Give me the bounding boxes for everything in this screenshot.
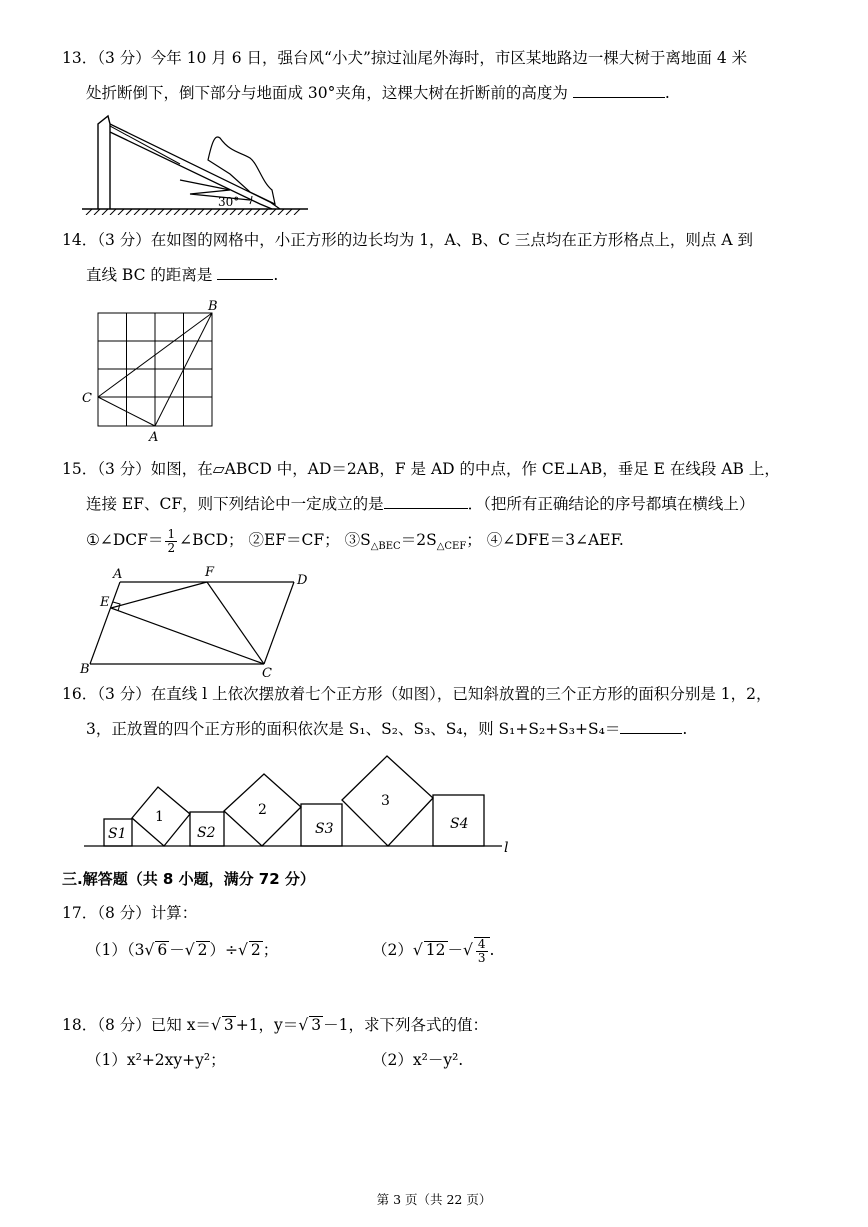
q14-end: . (273, 266, 279, 284)
q13-line2-text: 处折断倒下，倒下部分与地面成 30°夹角，这棵大树在折断前的高度为 (86, 84, 568, 102)
q15-opt3: $③S_{\triangle BEC}=2S_{\triangle CEF}$； (344, 531, 482, 553)
q16-label-2: 2 (258, 802, 267, 818)
q18-title: 18．（8 分）已知 x＝√ 3 +1，y＝√ 3 －1，求下列各式的值： (62, 1016, 488, 1034)
q15-label-e: E (100, 595, 110, 610)
q18-part1: （1）x²+2xy+y²； (86, 1051, 226, 1069)
q15-label-c: C (262, 666, 272, 680)
q17-part1: （1）（3√ 6 －√ 2 ）÷√ 2 ； (86, 941, 279, 959)
q15-opt2: ②EF＝CF； (248, 531, 340, 549)
q15-line2b: ．（把所有正确结论的序号都填在横线上） (467, 495, 755, 513)
q14-line1: 14．（3 分）在如图的网格中，小正方形的边长均为 1，A、B、C 三点均在正方形格点上，则点 A 到 (62, 231, 753, 249)
q15-opt1-frac: $\frac{1}{2}$ (167, 526, 176, 555)
q17-title: 17．（8 分）计算： (62, 904, 198, 922)
q14-label-a: A (149, 430, 159, 445)
q14-label-b: B (208, 299, 218, 314)
q16-squares-figure (82, 748, 522, 860)
section-3-heading: 三.解答题（共 8 小题，满分 72 分） (62, 870, 315, 888)
q15-line2a: 连接 EF、CF，则下列结论中一定成立的是 (86, 495, 384, 513)
q16-label-l: l (504, 840, 509, 856)
q13-answer-blank[interactable] (573, 83, 665, 98)
q14-grid-figure (78, 298, 228, 446)
q17-part2: （2）√ 12 －√ $\frac{4}{3}$ . (372, 936, 495, 965)
q14-line2 (86, 265, 278, 285)
q15-opt4: ④∠DFE＝3∠AEF. (486, 531, 624, 549)
q16-label-1: 1 (155, 809, 164, 825)
q16-label-s1: S1 (108, 826, 127, 842)
q15-line1: 15．（3 分）如图，在▱ABCD 中，AD＝2AB，F 是 AD 的中点，作 CE⊥AB，垂足 E 在线段 AB 上， (62, 460, 780, 478)
q14-answer-blank[interactable] (217, 265, 273, 280)
q16-answer-blank[interactable] (620, 719, 682, 734)
q16-label-s2: S2 (197, 825, 216, 841)
q14-line2-text: 直线 BC 的距离是 (86, 266, 213, 284)
q16-end: . (682, 720, 688, 738)
q15-label-d: D (297, 573, 308, 588)
q15-label-a: A (113, 567, 123, 582)
q15-parallelogram-figure (78, 562, 323, 680)
q16-line1: 16．（3 分）在直线 l 上依次摆放着七个正方形（如图），已知斜放置的三个正方形的面积分别是 1，2， (62, 685, 772, 703)
q15-label-b: B (80, 662, 90, 677)
q15-opt1-pre: ①∠DCF＝ (86, 531, 164, 549)
q13-end: . (664, 84, 670, 102)
q16-label-s4: S4 (450, 816, 469, 832)
q13-angle-label: 30° (218, 195, 240, 209)
q16-line2-text: 3，正放置的四个正方形的面积依次是 S₁、S₂、S₃、S₄，则 S₁+S₂+S₃+S₄＝ (86, 720, 621, 738)
q15-opt1-post: ∠BCD； (179, 531, 244, 549)
q15-label-f: F (205, 565, 215, 580)
q15-line2 (86, 494, 754, 514)
q13-line2 (86, 83, 670, 103)
q18-part2: （2）x²－y². (372, 1051, 464, 1069)
q16-line2 (86, 719, 687, 739)
q16-label-3: 3 (381, 793, 390, 809)
q13-tree-figure (80, 112, 310, 215)
q16-label-s3: S3 (315, 821, 334, 837)
q15-answer-blank[interactable] (384, 494, 468, 509)
q13-line1: 13．（3 分）今年 10 月 6 日，强台风“小犬”掠过汕尾外海时，市区某地路边一棵大树于离地面 4 米 (62, 49, 748, 67)
q14-label-c: C (82, 391, 92, 406)
page-footer: 第 3 页（共 22 页） (376, 1192, 492, 1207)
q15-options (86, 527, 624, 560)
